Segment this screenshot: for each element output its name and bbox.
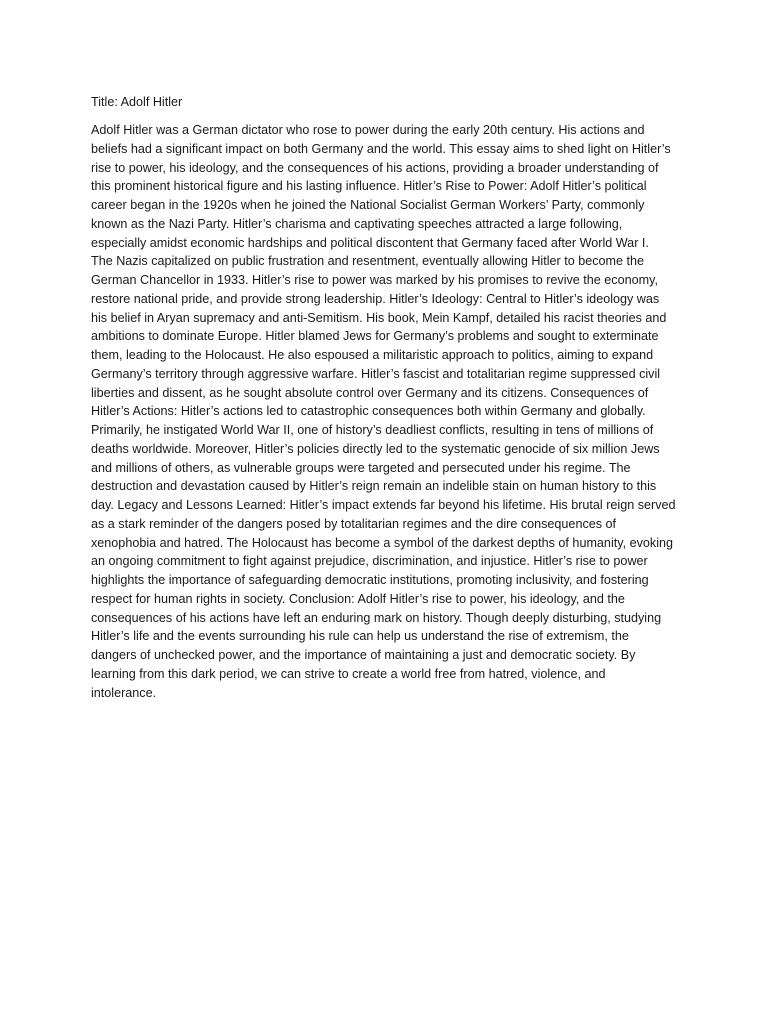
body-text-line: Primarily, he instigated World War II, one of history’s deadliest conflicts, resulting in tens of millions of xyxy=(91,423,654,437)
body-text-line: dangers of unchecked power, and the importance of maintaining a just and democratic society. By xyxy=(91,648,636,662)
body-text-line: especially amidst economic hardships and political discontent that Germany faced after World War I. xyxy=(91,235,649,250)
body-text-line: Adolf Hitler was a German dictator who rose to power during the early 20th century. His actions and xyxy=(91,123,645,137)
body-text-line: consequences of his actions have left an enduring mark on history. Though deeply disturbing, studying xyxy=(91,610,662,625)
body-text-line: Germany’s territory through aggressive warfare. Hitler’s fascist and totalitarian regime suppressed civil xyxy=(91,366,661,381)
body-text-line: liberties and dissent, as he sought absolute control over Germany and its citizens. Consequences of xyxy=(91,385,649,400)
body-text-line: known as the Nazi Party. Hitler’s charisma and captivating speeches attracted a large following, xyxy=(91,216,623,231)
body-text-line: intolerance. xyxy=(91,685,157,700)
body-text-line: Hitler’s life and the events surrounding his rule can help us understand the rise of extremism, the xyxy=(91,629,629,644)
body-text-line: beliefs had a significant impact on both Germany and the world. This essay aims to shed light on Hitler’s xyxy=(91,141,671,156)
body-text-line: respect for human rights in society. Conclusion: Adolf Hitler’s rise to power, his ideology, and the xyxy=(91,591,625,606)
document-body xyxy=(91,121,681,702)
body-text-line: ambitions to dominate Europe. Hitler blamed Jews for Germany’s problems and sought to exterminate xyxy=(91,329,659,344)
body-text-line: as a stark reminder of the dangers posed by totalitarian regimes and the dire consequences of xyxy=(91,516,617,531)
body-text-line: his belief in Aryan supremacy and anti-Semitism. His book, Mein Kampf, detailed his racist theories and xyxy=(91,310,667,325)
body-text-line: day. Legacy and Lessons Learned: Hitler’s impact extends far beyond his lifetime. His brutal reign served xyxy=(91,498,676,512)
document-title: Title: Adolf Hitler xyxy=(91,95,183,109)
body-text-line: and millions of others, as vulnerable groups were targeted and persecuted under his regime. The xyxy=(91,460,631,475)
body-text-line: xenophobia and hatred. The Holocaust has become a symbol of the darkest depths of humanity, evoking xyxy=(91,535,674,550)
body-text-line: restore national pride, and provide strong leadership. Hitler’s Ideology: Central to Hitler’s ideology was xyxy=(91,291,660,306)
body-text-line: highlights the importance of safeguarding democratic institutions, promoting inclusivity, and fostering xyxy=(91,573,649,587)
body-text-line: this prominent historical figure and his lasting influence. Hitler’s Rise to Power: Adolf Hitler’s political xyxy=(91,179,647,194)
body-text-line: career began in the 1920s when he joined the National Socialist German Workers’ Party, commonly xyxy=(91,198,645,212)
body-text-line: them, leading to the Holocaust. He also espoused a militaristic approach to politics, aiming to expand xyxy=(91,348,654,362)
body-text-line: German Chancellor in 1933. Hitler’s rise to power was marked by his promises to revive the economy, xyxy=(91,273,658,287)
body-text-line: deaths worldwide. Moreover, Hitler’s policies directly led to the systematic genocide of six million Jews xyxy=(91,441,660,456)
body-text-line: The Nazis capitalized on public frustration and resentment, eventually allowing Hitler to become the xyxy=(91,254,645,269)
body-text-line: Hitler’s Actions: Hitler’s actions led to catastrophic consequences both within Germany and globally. xyxy=(91,404,646,419)
body-text-line: rise to power, his ideology, and the consequences of his actions, providing a broader understanding of xyxy=(91,160,659,175)
body-text-line: learning from this dark period, we can strive to create a world free from hatred, violence, and xyxy=(91,666,606,681)
body-text-line: destruction and devastation caused by Hitler’s reign remain an indelible stain on human history to this xyxy=(91,479,657,494)
body-text-line: an ongoing commitment to fight against prejudice, discrimination, and injustice. Hitler’s rise to power xyxy=(91,554,648,569)
